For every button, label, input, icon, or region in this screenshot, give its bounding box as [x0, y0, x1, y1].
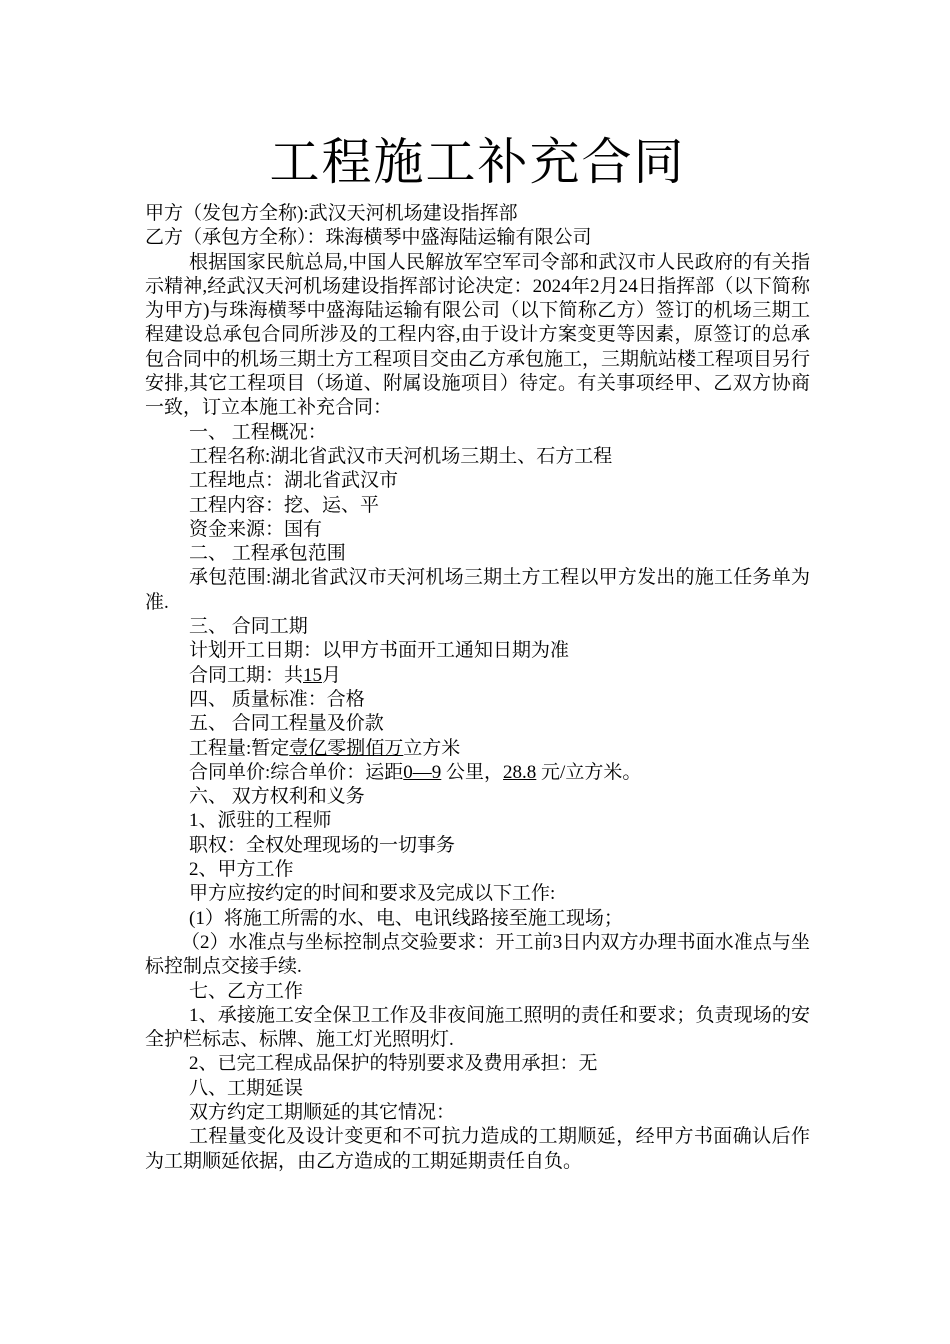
- section-1-heading: 一、 工程概况：: [189, 421, 327, 443]
- section-8-heading: 八、工期延误: [189, 1077, 304, 1099]
- party-b: 乙方（承包方全称）：珠海横琴中盛海陆运输有限公司: [145, 227, 592, 249]
- party-a-work-item: 2、甲方工作: [189, 859, 294, 881]
- section-2-heading: 二、 工程承包范围: [189, 543, 346, 565]
- contract-period-label: 合同工期：共: [189, 664, 304, 686]
- delay-intro: 双方约定工期顺延的其它情况：: [189, 1101, 456, 1123]
- section-4-heading: 四、 质量标准：合格: [189, 688, 365, 710]
- document-title: 工程施工补充合同: [269, 133, 686, 191]
- contract-period: [145, 664, 810, 688]
- section-3-heading: 三、 合同工期: [189, 616, 308, 638]
- contract-page: [145, 128, 810, 1174]
- unit-price-label: 合同单价:综合单价：运距: [189, 761, 404, 783]
- party-b-work-1: 1、承接施工安全保卫工作及非夜间施工照明的责任和要求；负责现场的安全护栏标志、标牌、施工灯光照明灯.: [145, 1004, 810, 1051]
- work-quantity-unit: 立方米: [403, 737, 461, 759]
- party-b-work-2: 2、已完工程成品保护的特别要求及费用承担：无: [189, 1053, 598, 1075]
- section-6-heading: 六、 双方权利和义务: [189, 786, 365, 808]
- unit-price-unit: 元/立方米。: [541, 761, 642, 783]
- party-a-work-intro: 甲方应按约定的时间和要求及完成以下工作:: [189, 883, 556, 905]
- intro-paragraph: 根据国家民航总局,中国人民解放军空军司令部和武汉市人民政府的有关指示精神,经武汉天河机场建设指挥部讨论决定：2024年2月24日指挥部（以下简称为甲方)与珠海横琴中盛海陆运输有限公司（以下简称乙方）签订的机场三期工程建设总承包合同所涉及的工程内容,由于设计方案变更等因素，原签订的总承包合同中的机场三期土方工程项目交由乙方承包施工，三期航站楼工程项目另行安排,其它工程项目（场道、附属设施项目）待定。有关事项经甲、乙双方协商一致，订立本施工补充合同：: [145, 251, 811, 419]
- project-location: 工程地点：湖北省武汉市: [189, 470, 399, 492]
- planned-start-date: 计划开工日期：以甲方书面开工通知日期为准: [189, 640, 570, 662]
- contract-period-value: 15: [303, 664, 323, 686]
- unit-price: [145, 761, 810, 785]
- engineer-power: 职权：全权处理现场的一切事务: [189, 834, 456, 856]
- party-a-work-1: (1）将施工所需的水、电、电讯线路接至施工现场；: [189, 907, 623, 929]
- work-quantity: [145, 737, 810, 761]
- party-a: 甲方（发包方全称):武汉天河机场建设指挥部: [145, 203, 518, 224]
- work-quantity-label: 工程量:暂定: [189, 737, 290, 759]
- party-a-work-2: （2）水准点与坐标控制点交验要求：开工前3日内双方办理书面水准点与坐标控制点交接手续.: [145, 931, 810, 978]
- delay-text: 工程量变化及设计变更和不可抗力造成的工期顺延，经甲方书面确认后作为工期顺延依据，由乙方造成的工期延期责任自负。: [145, 1126, 810, 1172]
- haul-distance-unit: 公里，: [446, 761, 504, 783]
- fund-source: 资金来源：国有: [189, 518, 323, 540]
- contract-scope: 承包范围:湖北省武汉市天河机场三期土方工程以甲方发出的施工任务单为准.: [145, 567, 810, 613]
- contract-period-unit: 月: [322, 664, 342, 686]
- unit-price-value: 28.8: [503, 761, 537, 783]
- project-content: 工程内容：挖、运、平: [189, 494, 380, 516]
- haul-distance-range: 0—9: [403, 761, 442, 783]
- engineer-item: 1、派驻的工程师: [189, 810, 332, 832]
- project-name: 工程名称:湖北省武汉市天河机场三期土、石方工程: [189, 445, 613, 467]
- work-quantity-value: 壹亿零捌佰万: [289, 737, 404, 759]
- section-7-heading: 七、乙方工作: [189, 980, 304, 1002]
- section-5-heading: 五、 合同工程量及价款: [189, 713, 384, 735]
